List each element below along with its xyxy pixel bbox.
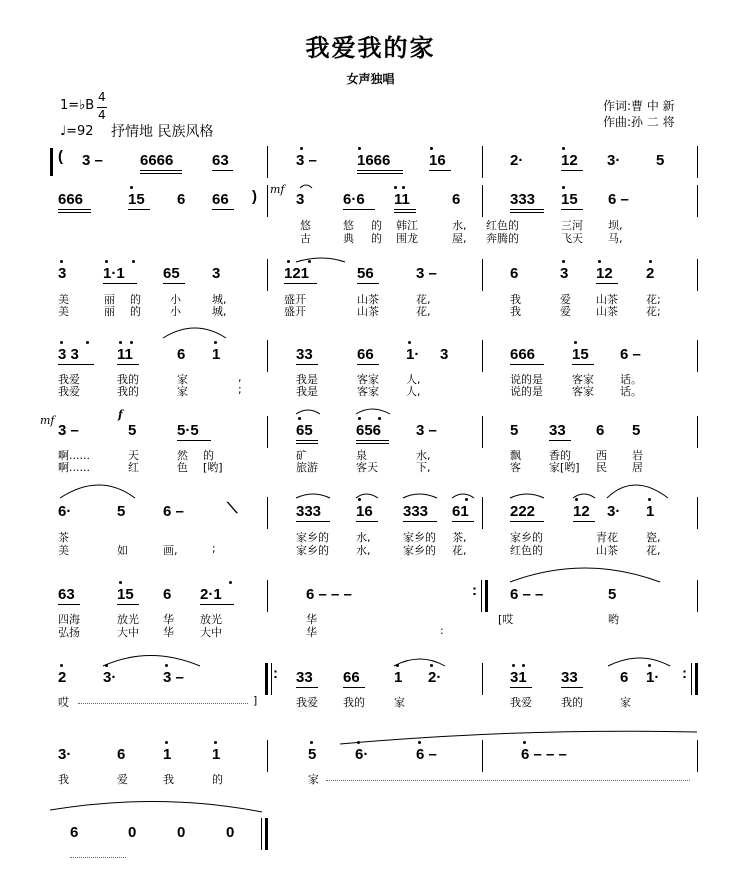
note: 1666 — [357, 152, 391, 169]
note: 6 — [177, 346, 186, 363]
note: 0 — [226, 824, 235, 841]
note: 6 — [70, 824, 79, 841]
note: 6 – — [608, 191, 629, 208]
note: 3 – — [58, 422, 79, 439]
note: 6·6 — [343, 191, 365, 208]
note: 0 — [128, 824, 137, 841]
note: 3 — [296, 191, 305, 208]
expression-marking: 抒情地 民族风格 — [111, 124, 214, 140]
note: 5 — [656, 152, 665, 169]
note: 33 — [296, 669, 313, 686]
note: 6 — [177, 191, 186, 208]
song-title: 我爱我的家 — [305, 34, 436, 62]
time-signature-top: 4 — [98, 90, 106, 104]
note: 16 — [429, 152, 446, 169]
composer-credit: 作曲:孙 二 将 — [603, 115, 675, 129]
note: 3· — [607, 152, 621, 169]
note: 3 — [58, 265, 67, 282]
note: 5 — [308, 746, 317, 763]
note: 5 — [510, 422, 519, 439]
note: 5 — [608, 586, 617, 603]
note: 3 — [212, 265, 221, 282]
note: 16 — [356, 503, 373, 520]
note: 3· — [607, 503, 621, 520]
note: 1· — [646, 669, 660, 686]
note: 6 — [452, 191, 461, 208]
note: 6· — [58, 503, 72, 520]
note: 2 — [646, 265, 655, 282]
key-signature: 1=♭B — [60, 98, 95, 113]
note: 65 — [296, 422, 313, 439]
note: 6 – – — [510, 586, 544, 603]
note: 2· — [428, 669, 442, 686]
dynamic-mf: mf — [40, 414, 55, 427]
note: 33 — [296, 346, 313, 363]
note: 6 – – – — [521, 746, 567, 763]
note: 6 — [163, 586, 172, 603]
note: 56 — [357, 265, 374, 282]
note: 66 — [212, 191, 229, 208]
tempo-marking: ♩=92 — [60, 124, 94, 139]
note: 1 — [163, 746, 172, 763]
note: 666 — [58, 191, 84, 208]
lyricist-credit: 作词:曹 中 新 — [603, 99, 675, 113]
note: 6 – – – — [306, 586, 352, 603]
note: 6 — [117, 746, 126, 763]
note: 3 – — [416, 422, 437, 439]
note: 3 – — [163, 669, 184, 686]
note: 1·1 — [103, 265, 125, 282]
note: 6666 — [140, 152, 174, 169]
note: 31 — [510, 669, 527, 686]
note: 6 — [510, 265, 519, 282]
note: 3 – — [416, 265, 437, 282]
note: 5 — [632, 422, 641, 439]
note: 6 – — [620, 346, 641, 363]
note: 656 — [356, 422, 382, 439]
performance-type: 女声独唱 — [346, 72, 395, 86]
note: 333 — [510, 191, 536, 208]
note: 3· — [103, 669, 117, 686]
note: 12 — [561, 152, 578, 169]
note: 33 — [561, 669, 578, 686]
note: 6 — [596, 422, 605, 439]
dynamic-f: f — [118, 408, 123, 421]
note: 1 — [212, 746, 221, 763]
note: 66 — [343, 669, 360, 686]
note: 333 — [403, 503, 429, 520]
note: 6 — [620, 669, 629, 686]
note: 15 — [572, 346, 589, 363]
note: 121 — [284, 265, 310, 282]
note: 2·1 — [200, 586, 222, 603]
note: 6· — [355, 746, 369, 763]
note: 1 — [646, 503, 655, 520]
note: 222 — [510, 503, 536, 520]
note: 63 — [58, 586, 75, 603]
note: 2 — [58, 669, 67, 686]
note: 333 — [296, 503, 322, 520]
note: 3· — [58, 746, 72, 763]
dynamic-mf: mf — [270, 183, 285, 196]
note: 1 — [212, 346, 221, 363]
note: 11 — [394, 191, 410, 208]
note: 3 — [440, 346, 449, 363]
note: 1 — [394, 669, 403, 686]
note: 5·5 — [177, 422, 199, 439]
note: 65 — [163, 265, 180, 282]
note: 1· — [406, 346, 420, 363]
note: 3 – — [296, 152, 317, 169]
note: 5 — [128, 422, 137, 439]
note: 33 — [549, 422, 566, 439]
note: 12 — [573, 503, 590, 520]
note: 3 3 — [58, 346, 79, 363]
note: 66 — [357, 346, 374, 363]
note: 63 — [212, 152, 229, 169]
note: 11 — [117, 346, 133, 363]
note: 6 – — [416, 746, 437, 763]
note: 3 — [560, 265, 569, 282]
note: 5 — [117, 503, 126, 520]
note: 15 — [561, 191, 578, 208]
note: 15 — [117, 586, 134, 603]
note: 3 – — [82, 152, 103, 169]
note: 2· — [510, 152, 524, 169]
note: 15 — [128, 191, 145, 208]
note: 61 — [452, 503, 469, 520]
note: 12 — [596, 265, 613, 282]
note: 666 — [510, 346, 536, 363]
note: 0 — [177, 824, 186, 841]
time-signature-bottom: 4 — [98, 108, 106, 122]
note: 6 – — [163, 503, 184, 520]
